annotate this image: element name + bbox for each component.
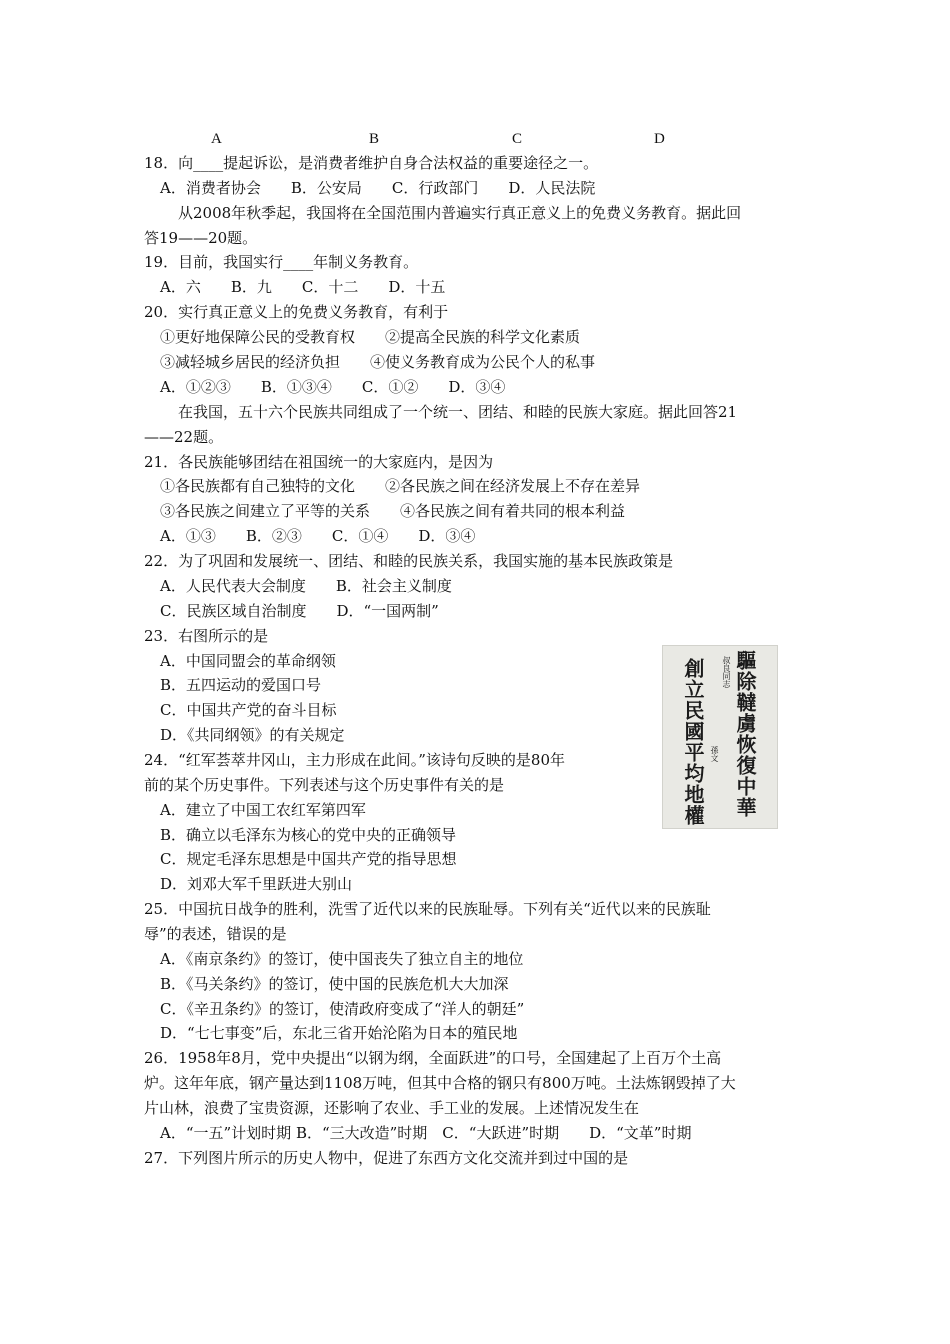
question-26-stem-1: 26．1958年8月，党中央提出“以钢为纲，全面跃进”的口号，全国建起了上百万个土高 bbox=[144, 1049, 722, 1067]
question-23-option-b: B．五四运动的爱国口号 bbox=[160, 676, 322, 694]
question-21-statements-2: ③各民族之间建立了平等的关系 ④各民族之间有着共同的根本利益 bbox=[160, 502, 626, 520]
question-24-option-a: A．建立了中国工农红军第四军 bbox=[160, 801, 366, 819]
question-26-stem-2: 炉。这年年底，钢产量达到1108万吨，但其中合格的钢只有800万吨。土法炼钢毁掉了大 bbox=[144, 1074, 736, 1092]
question-25-option-a: A．《南京条约》的签订，使中国丧失了独立自主的地位 bbox=[160, 950, 524, 968]
answer-head-b: B bbox=[369, 131, 380, 147]
question-20-statements-1: ①更好地保障公民的受教育权 ②提高全民族的科学文化素质 bbox=[160, 328, 581, 346]
calligraphy-column-right: 驅除韃虜恢復中華 bbox=[733, 650, 757, 818]
question-22-options-2: C．民族区域自治制度 D．“一国两制” bbox=[160, 602, 439, 620]
calligraphy-image bbox=[662, 645, 778, 829]
question-26-options: A．“一五”计划时期 B．“三大改造”时期 C．“大跃进”时期 D．“文革”时期 bbox=[160, 1124, 692, 1142]
question-25-stem-1: 25．中国抗日战争的胜利，洗雪了近代以来的民族耻辱。下列有关“近代以来的民族耻 bbox=[144, 900, 711, 918]
question-24-stem-1: 24．“红军荟萃井冈山，主力形成在此间。”该诗句反映的是80年 bbox=[144, 751, 566, 769]
question-22-options-1: A．人民代表大会制度 B．社会主义制度 bbox=[160, 577, 452, 595]
question-23-option-d: D．《共同纲领》的有关规定 bbox=[160, 726, 345, 744]
question-20-statements-2: ③减轻城乡居民的经济负担 ④使义务教育成为公民个人的私事 bbox=[160, 353, 596, 371]
question-18-options: A．消费者协会 B．公安局 C．行政部门 D．人民法院 bbox=[160, 179, 596, 197]
calligraphy-inscription-top: 叔良同志 bbox=[722, 656, 731, 688]
question-19-stem: 19．目前，我国实行____年制义务教育。 bbox=[144, 253, 419, 271]
answer-head-d: D bbox=[654, 131, 665, 147]
question-19-options: A．六 B．九 C．十二 D．十五 bbox=[160, 278, 446, 296]
question-23-stem: 23．右图所示的是 bbox=[144, 627, 269, 645]
calligraphy-column-left: 創立民國平均地權 bbox=[681, 658, 705, 826]
question-18-stem: 18．向____提起诉讼，是消费者维护自身合法权益的重要途径之一。 bbox=[144, 154, 599, 172]
question-21-options: A．①③ B．②③ C．①④ D．③④ bbox=[160, 527, 476, 545]
question-21-statements-1: ①各民族都有自己独特的文化 ②各民族之间在经济发展上不存在差异 bbox=[160, 477, 641, 495]
question-26-stem-3: 片山林，浪费了宝贵资源，还影响了农业、手工业的发展。上述情况发生在 bbox=[144, 1099, 640, 1117]
answer-head-c: C bbox=[512, 131, 523, 147]
question-23-option-c: C．中国共产党的奋斗目标 bbox=[160, 701, 337, 719]
question-24-option-d: D．刘邓大军千里跃进大别山 bbox=[160, 875, 353, 893]
calligraphy-signature: 孫文 bbox=[710, 746, 719, 762]
question-23-option-a: A．中国同盟会的革命纲领 bbox=[160, 652, 336, 670]
question-24-option-c: C．规定毛泽东思想是中国共产党的指导思想 bbox=[160, 850, 457, 868]
question-25-option-c: C．《辛丑条约》的签订，使清政府变成了“洋人的朝廷” bbox=[160, 1000, 525, 1018]
question-27-stem: 27．下列图片所示的历史人物中，促进了东西方文化交流并到过中国的是 bbox=[144, 1149, 629, 1167]
question-25-stem-2: 辱”的表述，错误的是 bbox=[144, 925, 287, 943]
question-25-option-d: D．“七七事变”后，东北三省开始沦陷为日本的殖民地 bbox=[160, 1024, 518, 1042]
answer-head-a: A bbox=[211, 131, 222, 147]
question-21-stem: 21．各民族能够团结在祖国统一的大家庭内，是因为 bbox=[144, 453, 494, 471]
passage-21-22-line-1: 在我国，五十六个民族共同组成了一个统一、团结、和睦的民族大家庭。据此回答21 bbox=[178, 403, 738, 421]
question-20-stem: 20．实行真正意义上的免费义务教育，有利于 bbox=[144, 303, 449, 321]
question-24-stem-2: 前的某个历史事件。下列表述与这个历史事件有关的是 bbox=[144, 776, 505, 794]
question-25-option-b: B．《马关条约》的签订，使中国的民族危机大大加深 bbox=[160, 975, 509, 993]
passage-19-20-line-1: 从2008年秋季起，我国将在全国范围内普遍实行真正意义上的免费义务教育。据此回 bbox=[178, 204, 742, 222]
question-24-option-b: B．确立以毛泽东为核心的党中央的正确领导 bbox=[160, 826, 457, 844]
passage-21-22-line-2: ——22题。 bbox=[144, 428, 224, 446]
passage-19-20-line-2: 答19——20题。 bbox=[144, 229, 258, 247]
answer-heads-row bbox=[0, 127, 950, 151]
question-20-options: A．①②③ B．①③④ C．①② D．③④ bbox=[160, 378, 506, 396]
question-22-stem: 22．为了巩固和发展统一、团结、和睦的民族关系，我国实施的基本民族政策是 bbox=[144, 552, 674, 570]
